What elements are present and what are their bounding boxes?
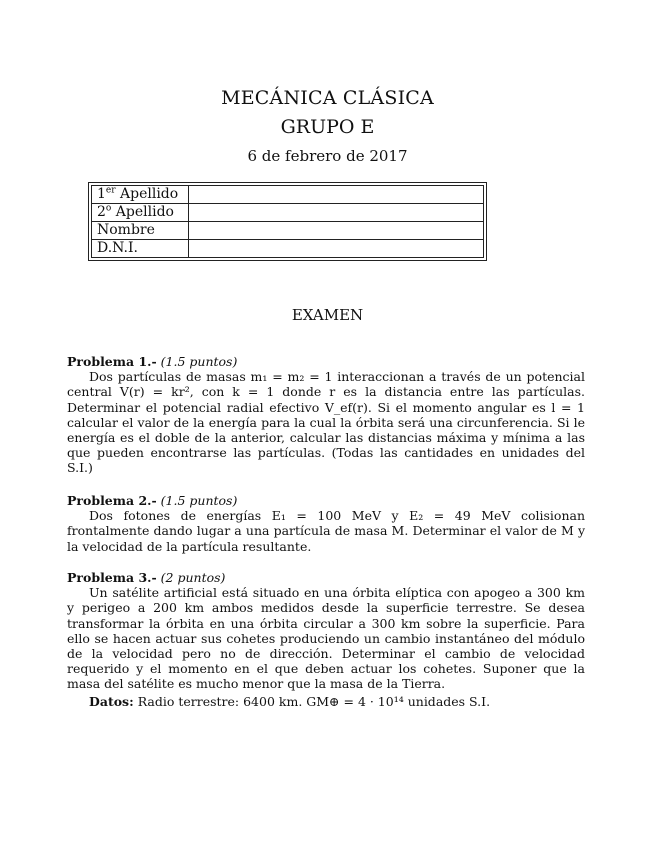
first-surname-field[interactable]	[189, 186, 484, 204]
table-row	[92, 222, 484, 240]
problem-points: (1.5 puntos)	[160, 493, 238, 508]
first-surname-label: 1er Apellido	[92, 186, 189, 204]
student-id-table	[91, 185, 484, 258]
problem-heading: Problema 1.-	[67, 354, 157, 369]
data-text: Radio terrestre: 6400 km. GM⊕ = 4 · 10¹⁴ unidades S.I.	[137, 694, 491, 709]
problem-text: Dos fotones de energías E₁ = 100 MeV y E₂ = 49 MeV colisionan frontalmente dando lugar a una partícula de masa M. Determinar el valor de M y la velocidad de la partícula resultante.	[67, 508, 585, 554]
data-label: Datos:	[89, 694, 134, 709]
second-surname-label: 2$^o$ Apellido	[92, 204, 189, 222]
dni-label: D.N.I.	[92, 240, 189, 258]
group-label: GRUPO E	[280, 116, 375, 138]
name-label: Nombre	[92, 222, 189, 240]
table-row	[92, 240, 484, 258]
problem-text: Un satélite artificial está situado en una órbita elíptica con apogeo a 300 km y perigeo a 200 km ambos medidos desde la superficie terrestre. Se desea transformar la órbita en una órbita circular a 300 km sobre la superficie. Para ello se hacen actuar sus cohetes produciendo un cambio instantáneo del módulo de la velocidad pero no de dirección. Determinar el cambio de velocidad requerido y el momento en el que deben actuar los cohetes. Suponer que la masa del satélite es mucho menor que la masa de la Tierra.	[67, 585, 585, 692]
exam-date: 6 de febrero de 2017	[247, 147, 408, 165]
name-field[interactable]	[189, 222, 484, 240]
problem-text: Dos partículas de masas m₁ = m₂ = 1 interaccionan a través de un potencial central V(r) = kr², con k = 1 donde r es la distancia entre las partículas. Determinar el potencial radial efectivo V_ef(r). Si el momento angular es l = 1 calcular el valor de la energía para la cual la órbita será una circunferencia. Si le energía es el doble de la anterior, calcular las distancias máxima y mínima a las que pueden encontrarse las partículas. (Todas las cantidades en unidades del S.I.)	[67, 369, 585, 476]
problem-points: (1.5 puntos)	[160, 354, 238, 369]
second-surname-field[interactable]	[189, 204, 484, 222]
problem-1	[67, 354, 585, 476]
course-title: MECÁNICA CLÁSICA	[221, 87, 434, 109]
table-row	[92, 204, 484, 222]
dni-field[interactable]	[189, 240, 484, 258]
data-note	[89, 694, 490, 709]
problem-2	[67, 493, 585, 554]
problem-points: (2 puntos)	[160, 570, 226, 585]
exam-heading: EXAMEN	[291, 306, 364, 324]
problem-heading: Problema 2.-	[67, 493, 157, 508]
table-row	[92, 186, 484, 204]
problem-heading: Problema 3.-	[67, 570, 157, 585]
problem-3	[67, 570, 585, 692]
